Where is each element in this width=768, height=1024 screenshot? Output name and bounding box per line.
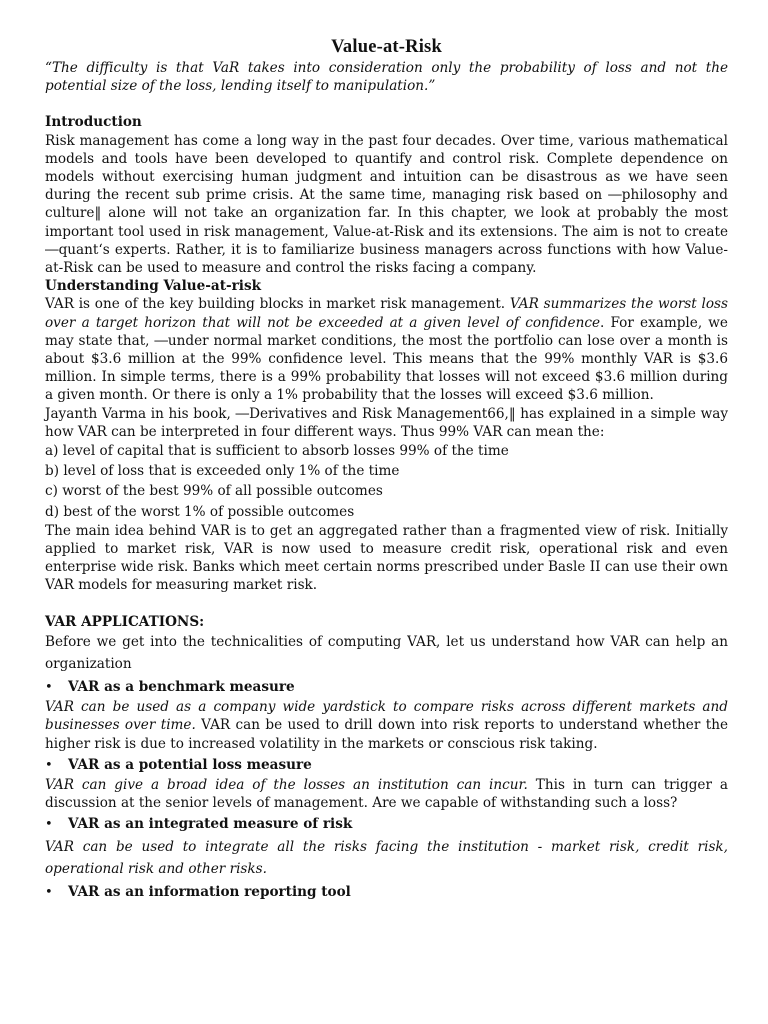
section-heading-understanding: Understanding Value-at-risk bbox=[45, 278, 262, 295]
list-item: c) worst of the best 99% of all possible outcomes bbox=[45, 483, 383, 500]
bullet-label: VAR as an integrated measure of risk bbox=[68, 816, 353, 833]
bullet-item-reporting bbox=[45, 883, 728, 902]
understanding-paragraph-3: The main idea behind VAR is to get an aggregated rather than a fragmented view of risk. Initially applied to market risk, VAR is now used to measure credit risk, operational risk and even enterprise wide risk. Banks which meet certain norms prescribed under Basle II can use their own VAR models for measuring market risk. bbox=[45, 522, 728, 594]
document-page bbox=[45, 36, 728, 903]
understanding-p1-definition: VAR summarizes the worst loss over a target horizon that will not be exceeded at a given level of confidence bbox=[45, 296, 728, 331]
bullet-icon: • bbox=[45, 757, 53, 773]
section-heading-applications: VAR APPLICATIONS: bbox=[45, 613, 205, 630]
bullet-item-benchmark bbox=[45, 678, 728, 697]
understanding-p1-lead: VAR is one of the key building blocks in market risk management. bbox=[45, 296, 510, 313]
introduction-paragraph: Risk management has come a long way in the past four decades. Over time, various mathematical models and tools have been developed to quantify and control risk. Complete dependence on models without exercising human judgment and intuition can be disastrous as we have seen during the recent sub prime crisis. At the same time, managing risk based on ―philosophy and culture‖ alone will not take an organization far. In this chapter, we look at probably the most important tool used in risk management, Value-at-Risk and its extensions. The aim is not to create ―quant‘s experts. Rather, it is to familiarize business managers across functions with how Value-at-Risk can be used to measure and control the risks facing a company. bbox=[45, 132, 728, 277]
bullet-description: VAR can give a broad idea of the losses an institution can incur. This in turn can trigger a discussion at the senior levels of management. Are we capable of withstanding such a loss? bbox=[45, 776, 728, 812]
bullet-label: VAR as a potential loss measure bbox=[68, 756, 312, 773]
bullet-icon: • bbox=[45, 884, 53, 900]
bullet-item-integrated bbox=[45, 815, 728, 834]
page-title: Value-at-Risk bbox=[331, 37, 442, 57]
understanding-paragraph-1 bbox=[45, 295, 728, 404]
interpretation-list bbox=[45, 441, 728, 522]
bullet-description: VAR can be used to integrate all the risks facing the institution - market risk, credit risk, operational risk and other risks. bbox=[45, 838, 728, 877]
understanding-paragraph-2: Jayanth Varma in his book, ―Derivatives and Risk Management66,‖ has explained in a simple way how VAR can be interpreted in four different ways. Thus 99% VAR can mean the: bbox=[45, 405, 728, 440]
bullet-item-potential-loss bbox=[45, 756, 728, 775]
bullet-description: VAR can be used as a company wide yardstick to compare risks across different markets and businesses over time. VAR can be used to drill down into risk reports to understand whether the higher risk is due to increased volatility in the markets or conscious risk taking. bbox=[45, 699, 728, 752]
bullet-label: VAR as an information reporting tool bbox=[68, 883, 351, 900]
applications-intro: Before we get into the technicalities of computing VAR, let us understand how VAR can help an organization bbox=[45, 633, 728, 672]
list-item: b) level of loss that is exceeded only 1% of the time bbox=[45, 463, 400, 480]
bullet-label: VAR as a benchmark measure bbox=[68, 678, 295, 695]
epigraph-quote: “The difficulty is that VaR takes into consideration only the probability of loss and not the potential size of the loss, lending itself to manipulation.” bbox=[45, 60, 728, 95]
understanding-p1-example: . For example, we may state that, ―under normal market conditions, the most the portfolio can lose over a month is about $3.6 million at the 99% confidence level. This means that the 99% monthly VAR is $3.6 million. In simple terms, there is a 99% probability that losses will not exceed $3.6 million during a given month. Or there is only a 1% probability that the losses will exceed $3.6 million. bbox=[45, 314, 728, 404]
bullet-icon: • bbox=[45, 817, 53, 833]
spacer bbox=[45, 95, 728, 113]
list-item: a) level of capital that is sufficient to absorb losses 99% of the time bbox=[45, 443, 509, 460]
list-item: d) best of the worst 1% of possible outcomes bbox=[45, 503, 355, 520]
section-heading-introduction: Introduction bbox=[45, 114, 142, 131]
bullet-icon: • bbox=[45, 679, 53, 695]
spacer bbox=[45, 595, 728, 613]
